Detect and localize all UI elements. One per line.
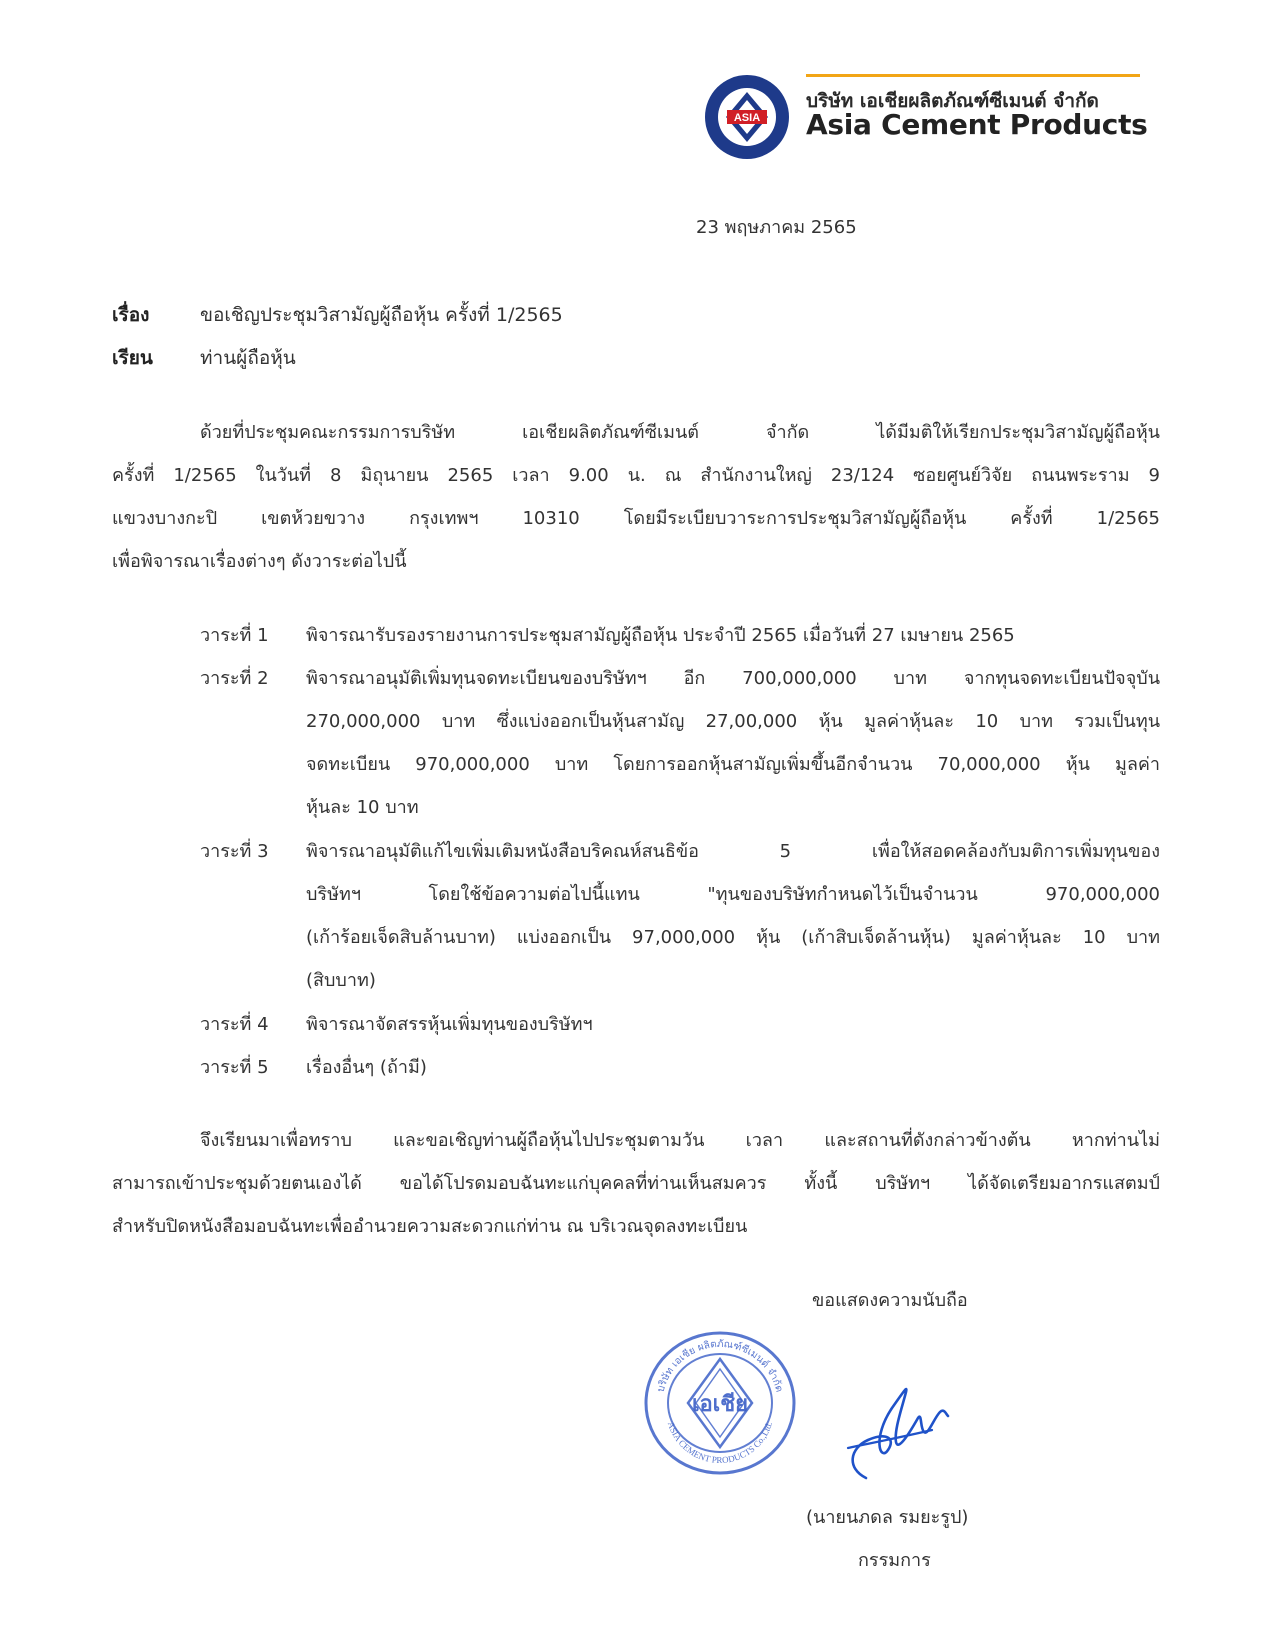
agenda-text-2: พิจารณาอนุมัติเพิ่มทุนจดทะเบียนของบริษัทฯ อีก 700,000,000 บาท จากทุนจดทะเบียนปัจจุบัน [306,668,1160,689]
seal-ring-text-english: ASIA CEMENT PRODUCTS Co.,Ltd. [665,1420,775,1466]
asia-logo-icon [704,74,790,160]
agenda-text-2: 270,000,000 บาท ซึ่งแบ่งออกเป็นหุ้นสามัญ 27,00,000 หุ้น มูลค่าหุ้นละ 10 บาท รวมเป็นทุน [306,711,1160,732]
subject-label: เรื่อง [112,304,150,326]
intro-line: แขวงบางกะปิ เขตห้วยขวาง กรุงเทพฯ 10310 โดยมีระเบียบวาระการประชุมวิสามัญผู้ถือหุ้น ครั้งที่ 1/2565 [112,508,1160,529]
agenda-text-2: หุ้นละ 10 บาท [306,797,419,818]
company-name-english: Asia Cement Products [806,108,1148,141]
agenda-label-2: วาระที่ 2 [200,668,269,689]
seal-stamp-icon [640,1325,800,1477]
agenda-label-1: วาระที่ 1 [200,625,269,646]
agenda-label-4: วาระที่ 4 [200,1014,269,1035]
intro-line: เพื่อพิจารณาเรื่องต่างๆ ดังวาระต่อไปนี้ [112,551,407,572]
recipient-text: ท่านผู้ถือหุ้น [200,347,296,369]
company-logo [704,74,790,160]
letter-date: 23 พฤษภาคม 2565 [696,217,857,238]
agenda-text-3: (เก้าร้อยเจ็ดสิบล้านบาท) แบ่งออกเป็น 97,000,000 หุ้น (เก้าสิบเจ็ดล้านหุ้น) มูลค่าหุ้นละ 10 บาท [306,927,1160,948]
agenda-text-1: พิจารณารับรองรายงานการประชุมสามัญผู้ถือหุ้น ประจำปี 2565 เมื่อวันที่ 27 เมษายน 2565 [306,625,1015,646]
agenda-label-3: วาระที่ 3 [200,841,269,862]
intro-line: ด้วยที่ประชุมคณะกรรมการบริษัท เอเชียผลิตภัณฑ์ซีเมนต์ จำกัด ได้มีมติให้เรียกประชุมวิสามัญผู้ถือหุ้น [200,422,1160,443]
recipient-label: เรียน [112,347,153,369]
company-seal [640,1325,800,1477]
handwritten-signature-icon [836,1378,966,1488]
regards-text: ขอแสดงความนับถือ [812,1290,968,1311]
agenda-text-3: พิจารณาอนุมัติแก้ไขเพิ่มเติมหนังสือบริคณห์สนธิข้อ 5 เพื่อให้สอดคล้องกับมติการเพิ่มทุนของ [306,841,1160,862]
signer-name: (นายนภดล รมยะรูป) [806,1507,969,1528]
seal-ring-text-thai: บริษัท เอเชีย ผลิตภัณฑ์ซีเมนต์ จำกัด [655,1338,785,1394]
closing-line: สำหรับปิดหนังสือมอบฉันทะเพื่ออำนวยความสะดวกแก่ท่าน ณ บริเวณจุดลงทะเบียน [112,1216,748,1237]
agenda-text-2: จดทะเบียน 970,000,000 บาท โดยการออกหุ้นสามัญเพิ่มขึ้นอีกจำนวน 70,000,000 หุ้น มูลค่า [306,754,1160,775]
agenda-label-5: วาระที่ 5 [200,1057,269,1078]
subject-text: ขอเชิญประชุมวิสามัญผู้ถือหุ้น ครั้งที่ 1/2565 [200,304,563,326]
intro-line: ครั้งที่ 1/2565 ในวันที่ 8 มิถุนายน 2565 เวลา 9.00 น. ณ สำนักงานใหญ่ 23/124 ซอยศูนย์วิจัย ถนนพระราม 9 [112,465,1160,486]
agenda-text-3: (สิบบาท) [306,970,376,991]
company-name-thai: บริษัท เอเชียผลิตภัณฑ์ซีเมนต์ จำกัด [806,90,1099,112]
logo-text: ASIA [733,112,761,124]
agenda-text-3: บริษัทฯ โดยใช้ข้อความต่อไปนี้แทน "ทุนของบริษัทกำหนดไว้เป็นจำนวน 970,000,000 [306,884,1160,905]
agenda-text-4: พิจารณาจัดสรรหุ้นเพิ่มทุนของบริษัทฯ [306,1014,593,1035]
closing-line: สามารถเข้าประชุมด้วยตนเองได้ ขอได้โปรดมอบฉันทะแก่บุคคลที่ท่านเห็นสมควร ทั้งนี้ บริษัทฯ ได้จัดเตรียมอากรแสตมป์ [112,1173,1160,1194]
closing-line: จึงเรียนมาเพื่อทราบ และขอเชิญท่านผู้ถือหุ้นไปประชุมตามวัน เวลา และสถานที่ดังกล่าวข้างต้น หากท่านไม่ [200,1130,1160,1151]
seal-center-text: เอเชีย [691,1392,749,1417]
signer-position: กรรมการ [858,1550,931,1571]
agenda-text-5: เรื่องอื่นๆ (ถ้ามี) [306,1057,427,1078]
header-accent-rule [806,74,1140,77]
signature [836,1378,966,1488]
